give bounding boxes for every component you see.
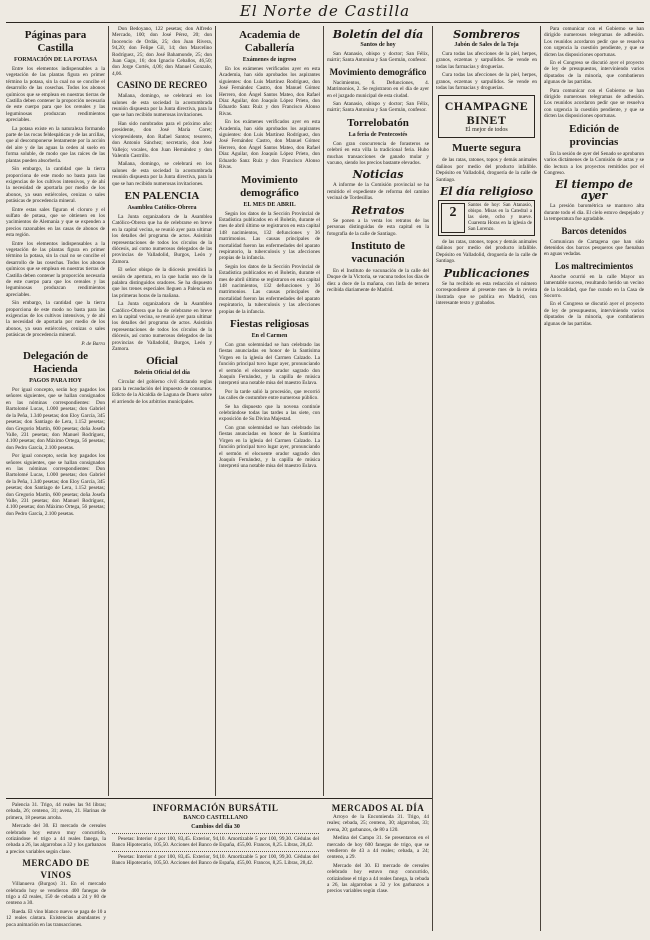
- article-paragraph: Para comunicar con el Gobierno se han dirigido numerosos telegramas de adhesión. Los reunidos acordaron pedir que se resuelva con urgencia la cuestión pendiente, y que se dicten las disposiciones oportunas.: [544, 87, 644, 120]
- section-heading: Sombreros: [453, 28, 520, 41]
- section-heading: Academia de Caballería: [239, 29, 300, 54]
- market-paragraph: Rueda. El vino blanco nuevo se paga de 10 a 12 reales cántara. Existencias abundantes y poca animación en las transacciones.: [6, 908, 106, 928]
- article-paragraph: Por igual concepto, serán hoy pagados los señores siguientes, que se hallan consignados en las nóminas correspondientes: Don Bartolomé Lucas, 1.000 pesetas; don Gabriel de la Peña, 1.340 pesetas; don Eloy García, 345 pesetas; don Santiago de Lera, 1.152 pesetas; don Gregorio Martín, 600 pesetas; doña Josefa Valle, 231 pesetas; don Manuel Rodríguez, 4.100 pesetas; don Máximo Ortega, 56 pesetas; don Pedro García, 2.100 pesetas.: [6, 453, 105, 517]
- article-paragraph: En el Instituto de vacunación de la calle del Duque de la Victoria, se vacuna todos los días de diez a doce de la mañana, con linfa de ternera recibida diariamente de Madrid.: [327, 267, 429, 294]
- market-column-3: [327, 802, 429, 932]
- column-2: [112, 26, 212, 796]
- article-paragraph: En los exámenes verificados ayer en esta Academia, han sido aprobados los aspirantes siguientes: don Luis Martínez Rodríguez, don José Fernández Castro, don Manuel Gómez Herrero, don Ángel Santos Mateo, don Rafael Díaz Aguilar, don Joaquín López Prieto, don Eduardo Sanz Ruiz y don Francisco Alonso Rivas.: [219, 119, 320, 171]
- column-5: [436, 26, 537, 931]
- article-paragraph: La potasa existe en la naturaleza formando parte de las rocas feldespáticas y de las arcillas, que al descomponerse lentamente por la acción del aire y de las aguas la ceden al suelo en forma soluble, de modo que las raíces de las plantas pueden absorberla.: [6, 125, 105, 164]
- section-subheading: PAGOS PARA HOY: [29, 378, 82, 385]
- market-paragraph: Arroyo de la Encomienda 31. Trigo, 44 reales; cebada, 25; centeno, 30; algarrobas, 33; avena, 20; garbanzos, de 80 a 120.: [327, 814, 429, 833]
- section-subheading: La feria de Pentecostés: [348, 131, 408, 138]
- market-heading: INFORMACIÓN BURSÁTIL: [152, 803, 279, 813]
- section-heading: Instituto de vacunación: [350, 239, 406, 265]
- article-paragraph: La presión barométrica se mantuvo alta durante todo el día. El cielo estuvo despejado y la temperatura fue agradable.: [544, 203, 644, 223]
- column-rule: [540, 26, 541, 931]
- column-3: [219, 26, 320, 796]
- market-column-2: [112, 802, 319, 932]
- article-paragraph: Entre estas sales figuran el cloruro y el sulfato de potasa, que se obtienen en los yacimientos de Alemania y que se expenden a precios razonables en las casas de abonos de esta región.: [6, 206, 105, 239]
- ad-subtitle: El mejor de todos: [465, 127, 508, 134]
- section-subheading: Exámenes de ingreso: [242, 57, 297, 63]
- section-subheading: EL MES DE ABRIL: [243, 201, 296, 208]
- section-heading: Fiestas religiosas: [230, 318, 309, 330]
- article-paragraph: Don Bedoyano, 122 pesetas; don Alfredo Mercado, 100; don José Pérez, 20; don Inocencio de Ordás, 25; don Juan Rivera, 94,20; don Felipe Gil, 14; don Marcelino Rodríguez, 25; don José Bahamonde, 25; don Juan Gago, 16; don Ignacio Ceballos, 46,50; don Jorge Cortés, 4,06; don Manuel Gonzalo, 4,06.: [112, 26, 212, 77]
- article-paragraph: Con gran solemnidad se han celebrado las fiestas anunciadas en honor de la Santísima Virgen en la iglesia del Carmen Calzado. La función principal tuvo lugar ayer, pronunciando el sermón el elocuente orador sagrado don Joaquín Fernández, y la capilla de música interpretó una notable misa del maestro Eslava.: [219, 342, 320, 387]
- article-paragraph: Se ha recibido en esta redacción el número correspondiente al presente mes de la revista ilustrada que se publica en Madrid, con interesante texto y grabados.: [436, 280, 537, 306]
- article-paragraph: Nacimientos, 6. Defunciones, 4. Matrimonios, 2. Se registraron en el día de ayer en el juzgado municipal de esta ciudad.: [327, 79, 429, 99]
- article-paragraph: Por la tarde salió la procesión, que recorrió las calles de costumbre entre numeroso público.: [219, 388, 320, 402]
- article-paragraph: Entre los elementos indispensables a la vegetación de las plantas figura en primer término la potasa, sin la cual no se concibe el desarrollo de las cosechas. Todos los abonos químicos que se emplean en nuestras tierras de Castilla deben contener la proporción necesaria de este cuerpo para que los cereales y las leguminosas produzcan rendimientos apreciables.: [6, 240, 105, 298]
- article-paragraph: San Atanasio, obispo y doctor; San Félix, mártir; Santa Antonina y San Germán, confesor.: [327, 101, 429, 114]
- section-heading: Delegación de Hacienda: [22, 350, 89, 376]
- market-paragraph: Palencia 31. Trigo, 44 reales las 94 libras; cebada, 26; centeno, 31; avena, 21. Harinas de primera, 18 pesetas arroba.: [6, 802, 106, 821]
- section-heading: El día religioso: [439, 185, 534, 199]
- section-subheading: Boletín Oficial del día: [134, 370, 190, 377]
- article-paragraph: Comunican de Cartagena que han sido detenidos dos barcos pesqueros que faenaban en aguas vedadas.: [544, 238, 644, 258]
- article-paragraph: Circular del gobierno civil dictando reglas para la recaudación del impuesto de consumos. Edicto de la Alcaldía de Laguna de Duero sobre el arriendo de los arbitrios municipales.: [112, 379, 212, 405]
- article-paragraph: En la sesión de ayer del Senado se aprobaron varios dictámenes de la Comisión de actas y se dio lectura a los proyectos remitidos por el Congreso.: [544, 150, 644, 176]
- article-paragraph: Se ponen a la venta los retratos de las personas distinguidas de esta capital en la fotografía de la calle de Santiago.: [327, 217, 429, 237]
- section-subheading: En el Carmen: [251, 333, 288, 339]
- section-heading: Muerte segura: [452, 142, 521, 155]
- article-paragraph: Con gran solemnidad se han celebrado las fiestas anunciadas en honor de la Santísima Virgen en la iglesia del Carmen Calzado. La función principal tuvo lugar ayer, pronunciando el sermón el elocuente orador sagrado don Joaquín Fernández, y la capilla de música interpretó una notable misa del maestro Eslava.: [219, 424, 320, 470]
- section-heading: Publicaciones: [443, 266, 530, 280]
- ad-title: CHAMPAGNE BINET: [444, 99, 529, 128]
- column-rule: [108, 26, 109, 796]
- section-heading: CASINO DE RECREO: [116, 80, 208, 91]
- article-paragraph: En los exámenes verificados ayer en esta Academia, han sido aprobados los aspirantes siguientes: don Luis Martínez Rodríguez, don José Fernández Castro, don Manuel Gómez Herrero, don Ángel Santos Mateo, don Rafael Díaz Aguilar, don Joaquín López Prieto, don Eduardo Sanz Ruiz y don Francisco Alonso Rivas.: [219, 66, 320, 117]
- article-paragraph: Para comunicar con el Gobierno se han dirigido numerosos telegramas de adhesión. Los reunidos acordaron pedir que se resuelva con urgencia la cuestión pendiente, y que se dicten las disposiciones oportunas.: [544, 26, 644, 58]
- article-paragraph: Se ha dispuesto que la novena continúe celebrándose todas las tardes a las siete, con exposición de Su Divina Majestad.: [219, 403, 320, 423]
- section-subheading: Jabón de Sales de la Toja: [454, 42, 519, 48]
- column-4: [327, 26, 429, 796]
- section-heading: Oficial: [146, 355, 178, 368]
- article-paragraph: El señor obispo de la diócesis presidirá la sesión de apertura, en la que harán uso de la palabra distinguidos oradores. Se ha dispuesto que los trenes especiales lleguen a Palencia en las primeras horas de la mañana.: [112, 267, 212, 299]
- section-heading: Torrelobatón: [347, 116, 409, 129]
- market-heading: MERCADO DE VINOS: [22, 858, 90, 881]
- section-subheading: Santos de hoy: [360, 42, 396, 48]
- calendar-text: Santos de hoy: San Atanasio, obispo. Misas en la Catedral a las siete, ocho y nueve. Cuarenta Horas en la iglesia de San Lorenzo.: [468, 203, 532, 233]
- champagne-advertisement: [438, 95, 535, 138]
- religious-calendar: [438, 200, 535, 236]
- section-heading: Boletín del día: [332, 28, 424, 41]
- market-paragraph: Medina del Campo 31. Se presentaron en el mercado de hoy 600 fanegas de trigo, que se vendieron de 43 a 44 reales; cebada, a 24; centeno, a 29.: [327, 835, 429, 861]
- calendar-day: 2: [441, 203, 465, 233]
- market-paragraph: Pesetas: Interior 4 por 100, 83,45. Exterior, 94,10. Amortizable 5 por 100, 99,30. Cédulas del Banco Hipotecario, 105,50. Acciones del Banco de España, 455,00. Francos, 8,25. Libras, 28,42.: [112, 836, 319, 849]
- column-rule: [215, 26, 216, 796]
- article-paragraph: A informe de la Comisión provincial se ha remitido el expediente de reforma del camino vecinal de Tordesillas.: [327, 182, 429, 202]
- market-paragraph: Pesetas: Interior 4 por 100, 83,45. Exterior, 94,10. Amortizable 5 por 100, 99,30. Cédulas del Banco Hipotecario, 105,50. Acciones del Banco de España, 455,00. Francos, 8,25. Libras, 28,42.: [112, 853, 319, 867]
- article-paragraph: de las ratas, ratones, topos y demás animales dañinos por medio del producto infalible. Depósito en Valladolid, droguería de la calle de Santiago.: [436, 239, 537, 265]
- column-6: [544, 26, 644, 931]
- market-paragraph: Mercado del 30. El mercado de cereales celebrado hoy estuvo muy concurrido, cotizándose el trigo a 44 reales fanega, la cebada a 26, las algarrobas a 32 y los garbanzos a precios variables según clase.: [327, 862, 429, 895]
- bank-subtitle: Cambios del día 30: [191, 824, 240, 830]
- article-paragraph: Por igual concepto, serán hoy pagados los señores siguientes, que se hallan consignados en las nóminas correspondientes: Don Bartolomé Lucas, 1.000 pesetas; don Gabriel de la Peña, 1.340 pesetas; don Eloy García, 345 pesetas; don Santiago de Lera, 1.152 pesetas; don Gregorio Martín, 600 pesetas; doña Josefa Valle, 231 pesetas; don Manuel Rodríguez, 4.100 pesetas; don Máximo Ortega, 56 pesetas; don Pedro García, 2.100 pesetas.: [6, 387, 105, 451]
- section-subheading: Asamblea Católico-Obrera: [127, 204, 197, 211]
- section-heading: Retratos: [351, 203, 405, 217]
- article-paragraph: Sin embargo, la cantidad que la tierra proporciona de este modo no basta para las exigencias de los cultivos intensivos, y de ahí la necesidad de aportarla por medio de los abonos, ya sean estiércoles, cenizas o sales potásicas de procedencia mineral.: [6, 166, 105, 205]
- article-paragraph: En el Congreso se discutió ayer el proyecto de ley de presupuestos, interviniendo varios diputados de la minoría, que combatieron algunas de las partidas.: [544, 60, 644, 86]
- article-paragraph: Han sido nombrados para el próximo año: presidente, don José María Coret; vicepresidente, don Rafael Santos; tesorero, don Antonio Sánchez; secretario, don José Vallejo; vocales, don Juan Hernández y don Valentín Castrillo.: [112, 120, 212, 159]
- section-heading: El tiempo de ayer: [555, 178, 633, 203]
- article-paragraph: San Atanasio, obispo y doctor; San Félix, mártir; Santa Antonina y San Germán, confesor.: [327, 51, 429, 64]
- dotted-rule: [112, 833, 319, 834]
- article-paragraph: Sin embargo, la cantidad que la tierra proporciona de este modo no basta para las exigencias de los cultivos intensivos, y de ahí la necesidad de aportarla por medio de los abonos, ya sean estiércoles, cenizas o sales potásicas de procedencia mineral.: [6, 300, 105, 339]
- article-paragraph: de las ratas, ratones, topos y demás animales dañinos por medio del producto infalible. Depósito en Valladolid, droguería de la calle de Santiago.: [436, 157, 537, 183]
- column-1: [6, 26, 105, 796]
- section-heading: Edición de provincias: [569, 122, 619, 148]
- market-paragraph: Villanueva (Burgos) 31. En el mercado celebrado hoy se vendieron 400 fanegas de trigo a 42 reales, 150 de cebada a 24 y 80 de centeno a 30.: [6, 881, 106, 907]
- market-column-1: [6, 802, 106, 932]
- article-paragraph: Mañana, domingo, se celebrará en los salones de esta sociedad la acostumbrada reunión dispuesta por la Junta directiva, para la que se han recibido numerosas invitaciones.: [112, 93, 212, 119]
- market-heading: MERCADOS AL DÍA: [331, 803, 425, 813]
- masthead: El Norte de Castilla: [239, 2, 411, 20]
- article-paragraph: Mañana, domingo, se celebrará en los salones de esta sociedad la acostumbrada reunión dispuesta por la Junta directiva, para la que se han recibido numerosas invitaciones.: [112, 161, 212, 187]
- article-paragraph: Según los datos de la Sección Provincial de Estadística publicados en el Boletín, durante el mes de abril último se registraron en esta capital 148 nacimientos, 132 defunciones y 36 matrimonios. Las causas principales de mortalidad fueron las enfermedades del aparato respiratorio, la tuberculosis y las afecciones propias de la infancia.: [219, 210, 320, 262]
- article-paragraph: La Junta organizadora de la Asamblea Católico-Obrera que ha de celebrarse en breve en la capital vecina, se reunió ayer para ultimar los detalles del programa de actos. Asistirán representaciones de todos los círculos de la diócesis, así como numerosos delegados de las provincias de Valladolid, Burgos, León y Zamora.: [112, 213, 212, 265]
- column-rule: [323, 26, 324, 796]
- section-heading: Movimiento demográfico: [240, 173, 299, 199]
- article-paragraph: Con gran concurrencia de forasteros se celebró en esta villa la tradicional feria. Hubo muchas transacciones de ganado mular y vacuno, siendo los precios bastante elevados.: [327, 140, 429, 167]
- bank-name: BANCO CASTELLANO: [183, 815, 248, 821]
- section-heading: Barcos detenidos: [561, 225, 627, 236]
- column-rule: [432, 26, 433, 931]
- article-paragraph: Según los datos de la Sección Provincial de Estadística publicados en el Boletín, durante el mes de abril último se registraron en esta capital 148 nacimientos, 132 defunciones y 36 matrimonios. Las causas principales de mortalidad fueron las enfermedades del aparato respiratorio, la tuberculosis y las afecciones propias de la infancia.: [219, 263, 320, 315]
- section-heading: Los maltrecimientos: [554, 260, 634, 271]
- article-paragraph: La Junta organizadora de la Asamblea Católico-Obrera que ha de celebrarse en breve en la capital vecina, se reunió ayer para ultimar los detalles del programa de actos. Asistirán representaciones de todos los círculos de la diócesis, así como numerosos delegados de las provincias de Valladolid, Burgos, León y Zamora.: [112, 301, 212, 353]
- market-rule: [6, 798, 432, 799]
- masthead-rule: [6, 22, 644, 23]
- article-paragraph: Cura todas las afecciones de la piel, herpes, granos, eczemas y sarpullidos. Se vende en todas las farmacias y droguerías.: [436, 72, 537, 92]
- article-paragraph: Anoche ocurrió en la calle Mayor un lamentable suceso, resultando herido un vecino de la localidad, que fue curado en la Casa de Socorro.: [544, 273, 644, 299]
- section-heading: EN PALENCIA: [124, 189, 200, 202]
- article-paragraph: Cura todas las afecciones de la piel, herpes, granos, eczemas y sarpullidos. Se vende en todas las farmacias y droguerías.: [436, 51, 537, 70]
- article-paragraph: Entre los elementos indispensables a la vegetación de las plantas figura en primer término la potasa, sin la cual no se concibe el desarrollo de las cosechas. Todos los abonos químicos que se emplean en nuestras tierras de Castilla deben contener la proporción necesaria de este cuerpo para que los cereales y las leguminosas produzcan rendimientos apreciables.: [6, 66, 105, 124]
- section-heading: Noticias: [352, 168, 404, 182]
- article-signature: P. de Barra: [81, 340, 105, 347]
- article-paragraph: En el Congreso se discutió ayer el proyecto de ley de presupuestos, interviniendo varios diputados de la minoría, que combatieron algunas de las partidas.: [544, 301, 644, 327]
- section-heading: Movimiento demográfico: [329, 66, 427, 77]
- dotted-rule: [112, 851, 319, 852]
- section-subheading: FORMACIÓN DE LA POTASA: [13, 57, 98, 63]
- market-paragraph: Mercado del 30. El mercado de cereales celebrado hoy estuvo muy concurrido, cotizándose el trigo a 44 reales fanega, la cebada a 26, las algarrobas a 32 y los garbanzos a precios variables según clase.: [6, 823, 106, 855]
- section-heading: Páginas para Castilla: [24, 29, 87, 54]
